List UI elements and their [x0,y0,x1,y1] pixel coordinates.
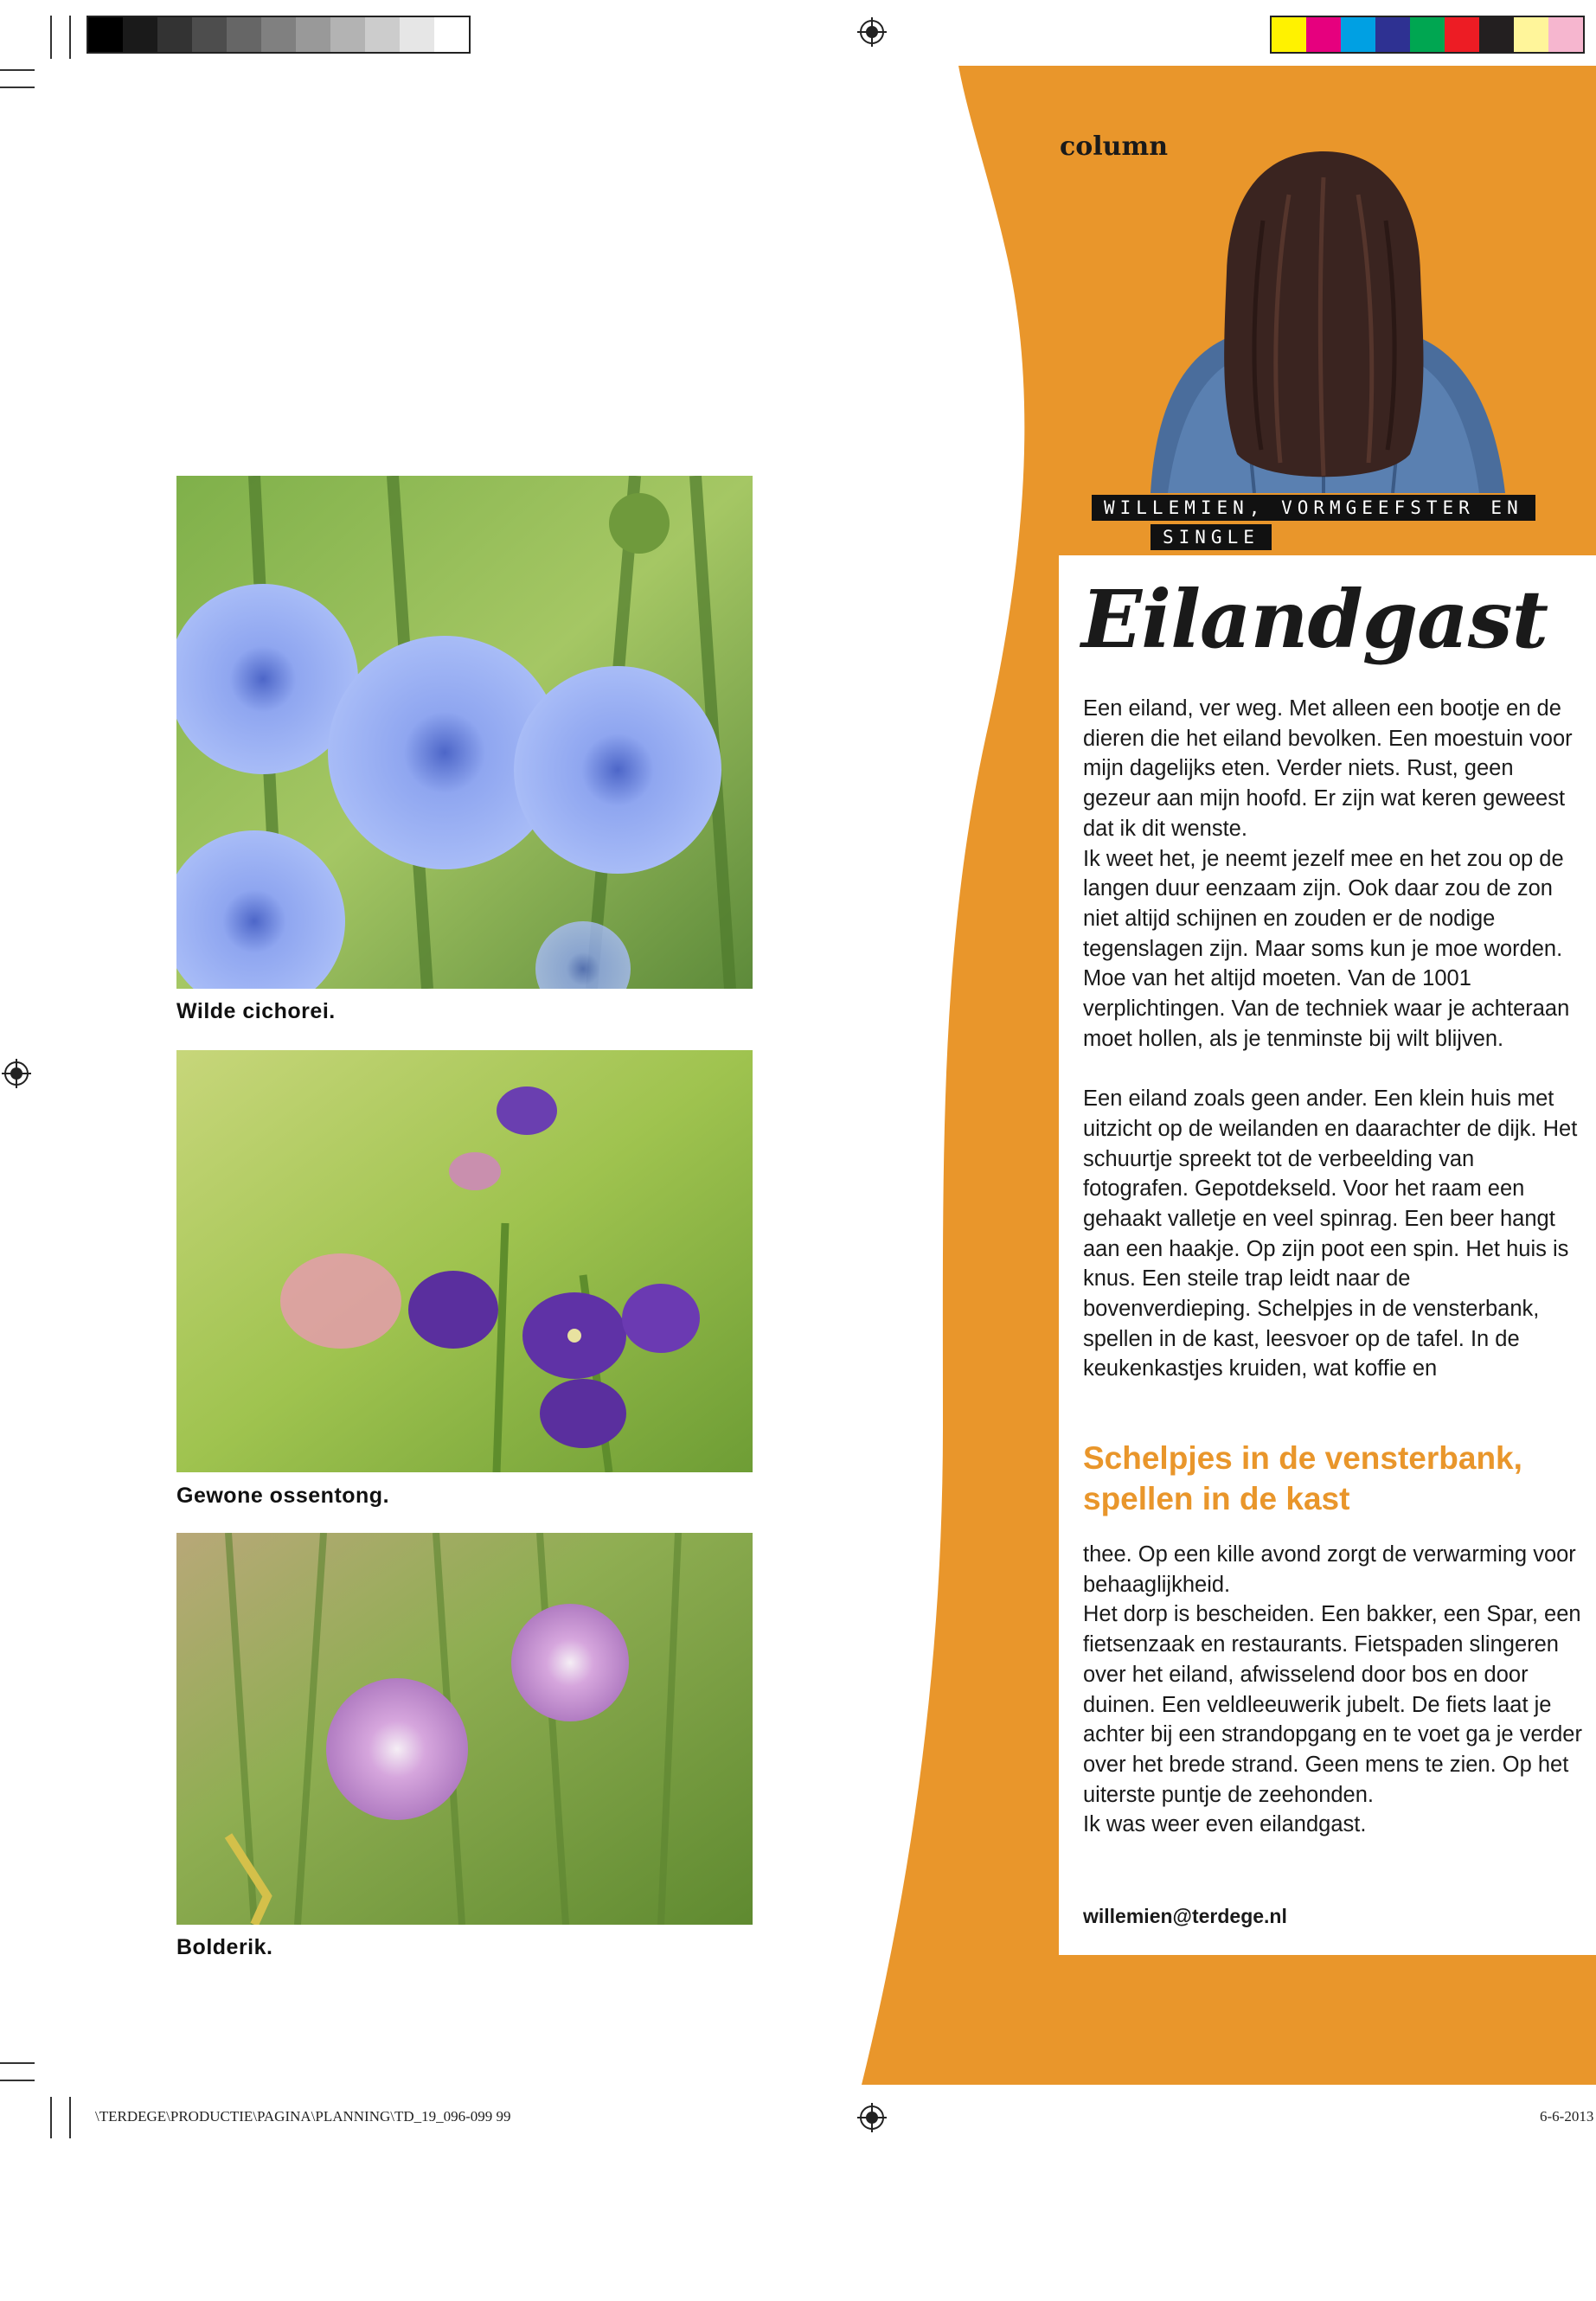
paragraph: Ik was weer even eilandgast. [1083,1812,1367,1837]
section-label: column [1060,131,1169,162]
photo-caption: Gewone ossentong. [176,1484,390,1508]
paragraph: Een eiland, ver weg. Met alleen een bootje en de dieren die het eiland bevolken. Een moestuin voor mijn dagelijks eten. Verder niets. Rust, geen gezeur aan mijn hoofd. Er zijn wat keren geweest dat ik dit wenste. [1083,696,1573,841]
alkanet-flower-image [176,1050,753,1472]
author-portrait [1116,143,1531,493]
paragraph: thee. Op een kille avond zorgt de verwarming voor behaaglijkheid. [1083,1542,1576,1597]
author-tag: SINGLE [1151,524,1272,550]
photo-alkanet [176,1050,753,1472]
author-email-link[interactable]: willemien@terdege.nl [1083,1905,1287,1927]
photo-caption: Bolderik. [176,1935,273,1959]
pull-quote: Schelpjes in de vensterbank, spellen in de kast [1083,1440,1522,1516]
photo-corncockle [176,1533,753,1925]
photo-caption: Wilde cichorei. [176,999,336,1023]
article-title: Eilandgast [1081,573,1548,666]
author-tag: WILLEMIEN, VORMGEEFSTER EN [1092,495,1535,521]
chicory-flower-image [176,476,753,989]
article-body-1 [1083,694,1583,1384]
article-body-2 [1083,1540,1583,1840]
footer-path: \TERDEGE\PRODUCTIE\PAGINA\PLANNING\TD_19_096-099 99 [95,2108,511,2125]
corncockle-flower-image [176,1533,753,1925]
footer-date: 6-6-2013 [1540,2108,1594,2125]
paragraph: Ik weet het, je neemt jezelf mee en het zou op de langen duur eenzaam zijn. Ook daar zou de zon niet altijd schijnen en zouden er de nodige tegenslagen zijn. Maar soms kun je moe worden. Moe van het altijd moeten. Van de 1001 verplichtingen. Van de techniek waar je achteraan moet hollen, als je tenminste bij wilt blijven. [1083,846,1570,1051]
paragraph: Een eiland zoals geen ander. Een klein huis met uitzicht op de weilanden en daarachter de dijk. Het schuurtje spreekt tot de verbeelding van fotografen. Gepotdekseld. Voor het raam een gehaakt valletje en veel spinrag. Een beer hangt aan een haakje. Op zijn poot een spin. Het huis is knus. Een steile trap leidt naar de bovenverdieping. Schelpjes in de vensterbank, spellen in de kast, leesvoer op de tafel. In de keukenkastjes kruiden, wat koffie en [1083,1086,1578,1381]
paragraph: Het dorp is bescheiden. Een bakker, een Spar, een fietsenzaak en restaurants. Fietspaden slingeren over het eiland, afwisselend door bos en door duinen. Een veldleeuwerik jubelt. De fiets laat je achter bij een strandopgang en te voet ga je verder over het brede strand. Geen mens te zien. Op het uiterste puntje de zeehonden. [1083,1602,1582,1807]
photo-chicory [176,476,753,989]
